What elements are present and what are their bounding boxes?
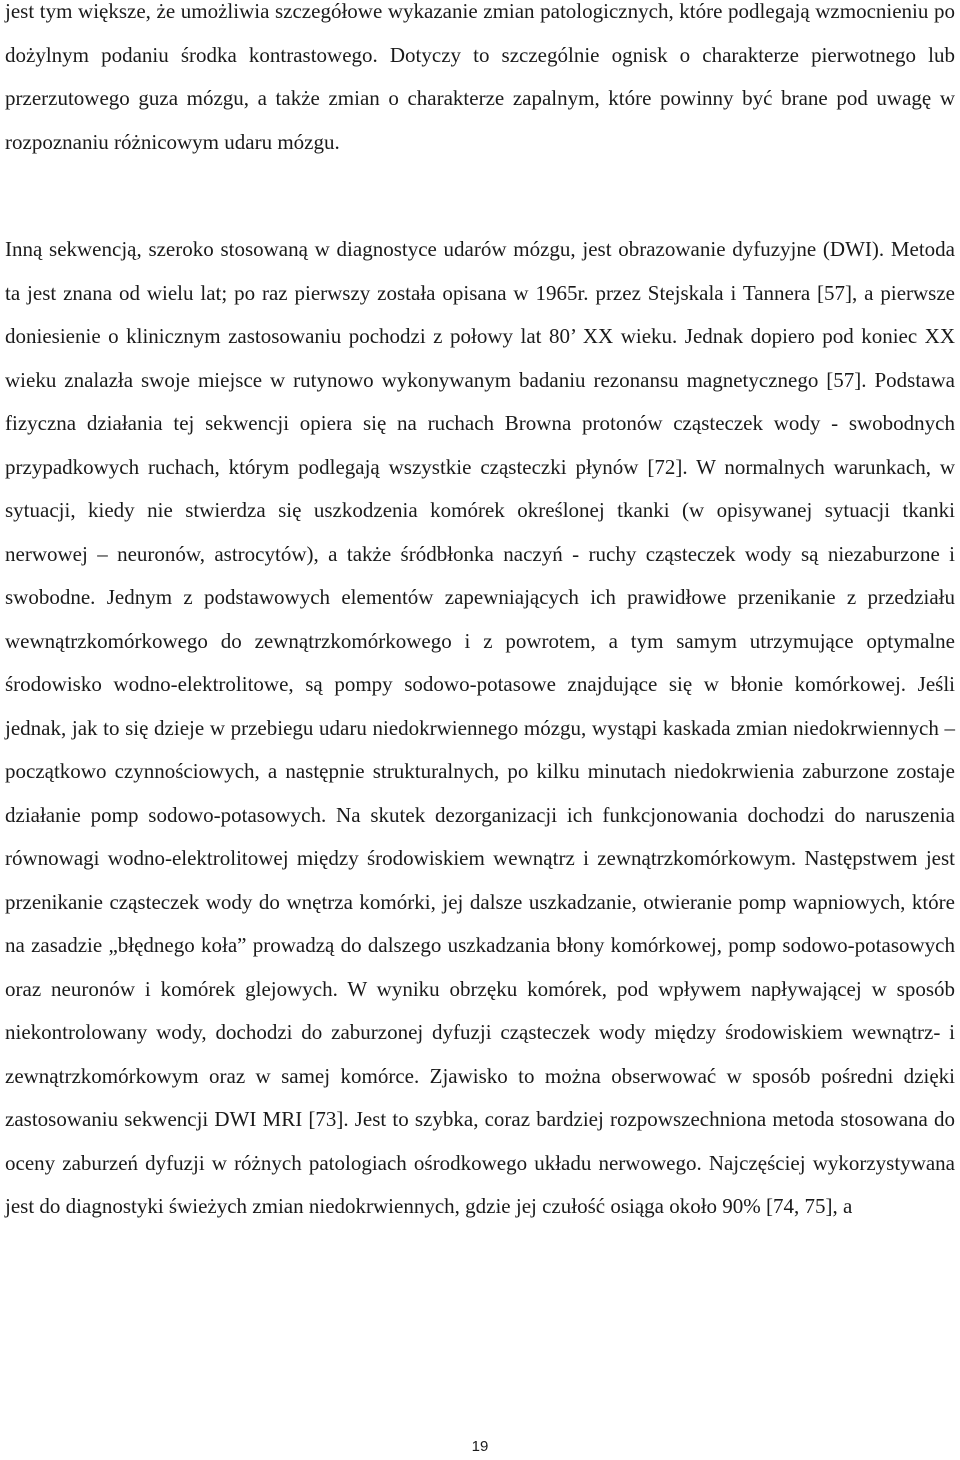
page-number: 19 xyxy=(471,1438,489,1455)
paragraph-diffusion-imaging: Inną sekwencją, szeroko stosowaną w diagnostyce udarów mózgu, jest obrazowanie dyfuzyjne (DWI). Metoda ta jest znana od wielu lat; po raz pierwszy została opisana w 1965r. przez Stejskala i Tannera [57], a pierwsze doniesienie o klinicznym zastosowaniu pochodzi z połowy lat 80’ XX wieku. Jednak dopiero pod koniec XX wieku znalazła swoje miejsce w rutynowo wykonywanym badaniu rezonansu magnetycznego [57]. Podstawa fizyczna działania tej sekwencji opiera się na ruchach Browna protonów cząsteczek wody - swobodnych przypadkowych ruchach, którym podlegają wszystkie cząsteczki płynów [72]. W normalnych warunkach, w sytuacji, kiedy nie stwierdza się uszkodzenia komórek określonej tkanki (w opisywanej sytuacji tkanki nerwowej – neuronów, astrocytów), a także śródbłonka naczyń - ruchy cząsteczek wody są niezaburzone i swobodne. Jednym z podstawowych elementów zapewniających ich prawidłowe przenikanie z przedziału wewnątrzkomórkowego do zewnątrzkomórkowego i z powrotem, a tym samym utrzymujące optymalne środowisko wodno-elektrolitowe, są pompy sodowo-potasowe znajdujące się w błonie komórkowej. Jeśli jednak, jak to się dzieje w przebiegu udaru niedokrwiennego mózgu, wystąpi kaskada zmian niedokrwiennych – początkowo czynnościowych, a następnie strukturalnych, po kilku minutach niedokrwienia zaburzone zostaje działanie pomp sodowo-potasowych. Na skutek dezorganizacji ich funkcjonowania dochodzi do naruszenia równowagi wodno-elektrolitowej między środowiskiem wewnątrz i zewnątrzkomórkowym. Następstwem jest przenikanie cząsteczek wody do wnętrza komórki, jej dalsze uszkadzanie, otwieranie pomp wapniowych, które na zasadzie „błędnego koła” prowadzą do dalszego uszkadzania błony komórkowej, pomp sodowo-potasowych oraz neuronów i komórek glejowych. W wyniku obrzęku komórek, pod wpływem napływającej w sposób niekontrolowany wody, dochodzi do zaburzonej dyfuzji cząsteczek wody między środowiskiem wewnątrz- i zewnątrzkomórkowym oraz w samej komórce. Zjawisko to można obserwować w sposób pośredni dzięki zastosowaniu sekwencji DWI MRI [73]. Jest to szybka, coraz bardziej rozpowszechniona metoda stosowana do oceny zaburzeń dyfuzji w różnych patologiach ośrodkowego układu nerwowego. Najczęściej wykorzystywana jest do diagnostyki świeżych zmian niedokrwiennych, gdzie jej czułość osiąga około 90% [74, 75], a xyxy=(5,237,955,1218)
paragraph-contrast-enhancement: jest tym większe, że umożliwia szczegółowe wykazanie zmian patologicznych, które podlegają wzmocnieniu po dożylnym podaniu środka kontrastowego. Dotyczy to szczególnie ognisk o charakterze pierwotnego lub przerzutowego guza mózgu, a także zmian o charakterze zapalnym, które powinny być brane pod uwagę w rozpoznaniu różnicowym udaru mózgu. xyxy=(5,0,955,154)
